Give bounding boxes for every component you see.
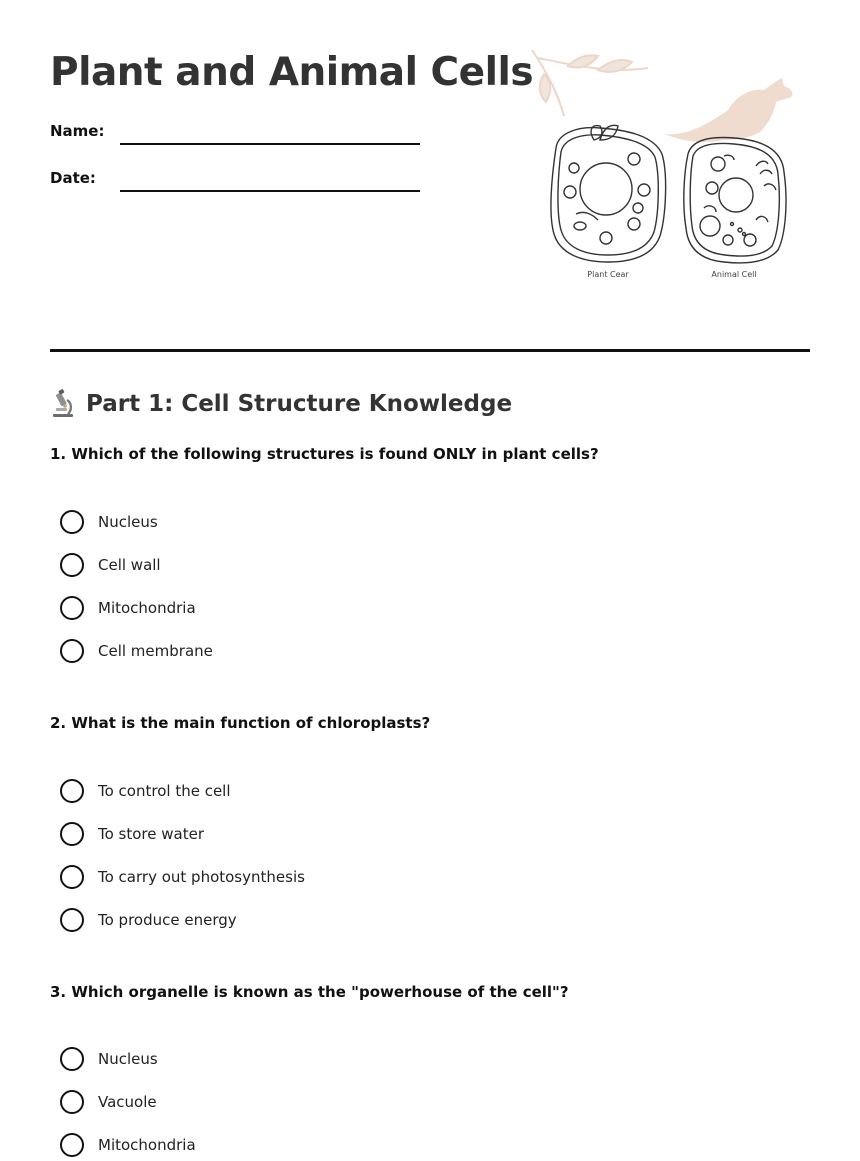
q1-option-2[interactable] xyxy=(60,552,161,578)
radio-button[interactable] xyxy=(60,1047,84,1071)
option-label: To control the cell xyxy=(98,782,231,800)
radio-button[interactable] xyxy=(60,553,84,577)
leaf-branch-icon xyxy=(532,50,648,116)
q2-option-4[interactable] xyxy=(60,907,237,933)
q1-option-4[interactable] xyxy=(60,638,213,664)
option-label: Cell wall xyxy=(98,556,161,574)
section-divider xyxy=(50,349,810,352)
radio-button[interactable] xyxy=(60,822,84,846)
animal-cell-caption: Animal Cell xyxy=(711,270,757,279)
kangaroo-icon xyxy=(664,78,793,142)
option-label: Nucleus xyxy=(98,1050,158,1068)
cell-illustration xyxy=(528,44,800,286)
question-2: 2. What is the main function of chloroplasts? xyxy=(50,714,431,732)
radio-button[interactable] xyxy=(60,908,84,932)
plant-cell-caption: Plant Cear xyxy=(587,270,629,279)
radio-button[interactable] xyxy=(60,1133,84,1157)
radio-button[interactable] xyxy=(60,1090,84,1114)
radio-button[interactable] xyxy=(60,865,84,889)
question-3: 3. Which organelle is known as the "powerhouse of the cell"? xyxy=(50,983,569,1001)
q3-option-1[interactable] xyxy=(60,1046,158,1072)
option-label: Cell membrane xyxy=(98,642,213,660)
q1-option-3[interactable] xyxy=(60,595,196,621)
option-label: Vacuole xyxy=(98,1093,157,1111)
option-label: To produce energy xyxy=(98,911,237,929)
name-label: Name: xyxy=(50,122,105,140)
part1-heading xyxy=(50,386,512,422)
name-field[interactable] xyxy=(120,143,420,145)
part1-title: Part 1: Cell Structure Knowledge xyxy=(86,391,513,417)
date-label: Date: xyxy=(50,169,96,187)
option-label: To carry out photosynthesis xyxy=(98,868,305,886)
option-label: Mitochondria xyxy=(98,1136,196,1154)
option-label: Nucleus xyxy=(98,513,158,531)
radio-button[interactable] xyxy=(60,510,84,534)
q2-option-2[interactable] xyxy=(60,821,204,847)
question-1: 1. Which of the following structures is found ONLY in plant cells? xyxy=(50,445,599,463)
q1-option-1[interactable] xyxy=(60,509,158,535)
radio-button[interactable] xyxy=(60,639,84,663)
radio-button[interactable] xyxy=(60,596,84,620)
q2-option-3[interactable] xyxy=(60,864,305,890)
option-label: To store water xyxy=(98,825,205,843)
radio-button[interactable] xyxy=(60,779,84,803)
q2-option-1[interactable] xyxy=(60,778,231,804)
date-field[interactable] xyxy=(120,190,420,192)
plant-cell-drawing xyxy=(551,125,666,262)
page-title: Plant and Animal Cells xyxy=(50,50,534,95)
animal-cell-drawing xyxy=(684,138,786,263)
option-label: Mitochondria xyxy=(98,599,196,617)
q3-option-2[interactable] xyxy=(60,1089,157,1115)
q3-option-3[interactable] xyxy=(60,1132,196,1158)
microscope-icon xyxy=(50,389,76,419)
